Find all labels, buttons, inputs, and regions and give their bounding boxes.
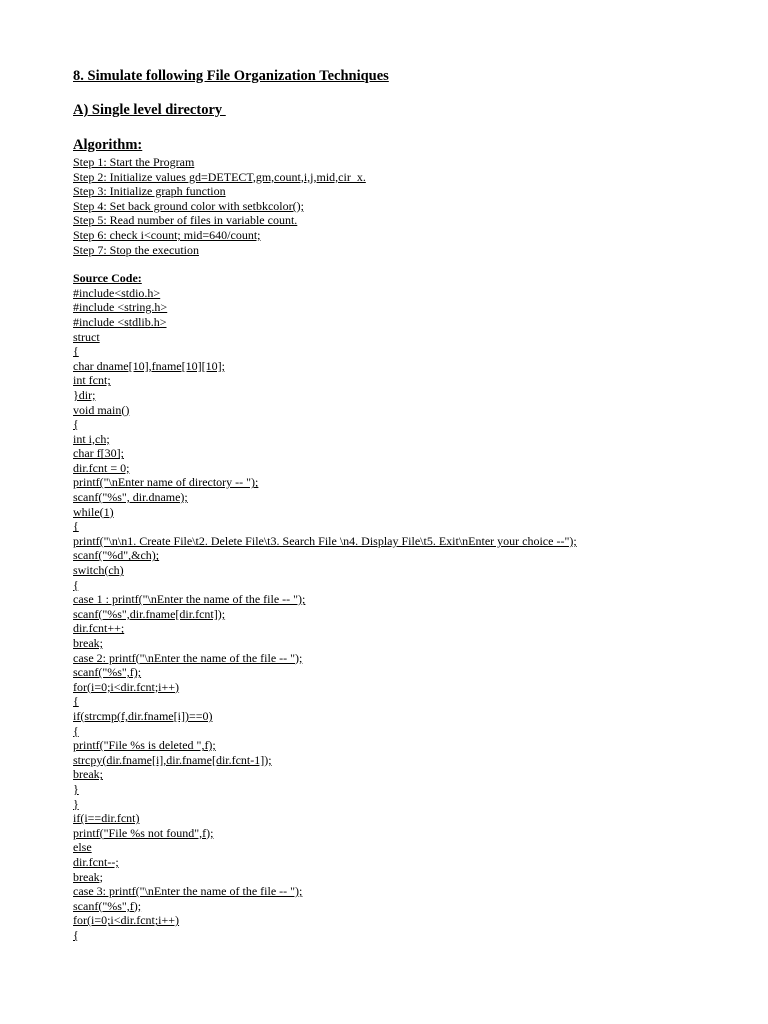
code-line: #include <string.h> — [73, 300, 168, 315]
document-title: 8. Simulate following File Organization Techniques — [73, 68, 389, 84]
source-code-block — [73, 286, 748, 943]
code-line: scanf("%s",dir.fname[dir.fcnt]); — [73, 606, 226, 621]
code-line: scanf("%s",f); — [73, 665, 142, 680]
section-subtitle: A) Single level directory — [73, 102, 226, 118]
code-line: { — [73, 519, 79, 534]
algorithm-steps — [73, 155, 748, 257]
code-line: { — [73, 577, 79, 592]
code-line: strcpy(dir.fname[i],dir.fname[dir.fcnt-1]); — [73, 752, 272, 767]
code-line: printf("File %s is deleted ",f); — [73, 738, 216, 753]
algorithm-step: Step 6: check i<count; mid=640/count; — [73, 227, 261, 242]
algorithm-step: Step 4: Set back ground color with setbkcolor(); — [73, 198, 304, 213]
code-line: } — [73, 796, 79, 811]
code-line: char f[30]; — [73, 446, 124, 461]
code-line: char dname[10],fname[10][10]; — [73, 358, 225, 373]
algorithm-step: Step 5: Read number of files in variable count. — [73, 213, 298, 228]
algorithm-step: Step 1: Start the Program — [73, 155, 195, 169]
code-line: case 3: printf("\nEnter the name of the file -- "); — [73, 884, 303, 899]
code-line: scanf("%s",f); — [73, 898, 142, 913]
code-line: int i,ch; — [73, 431, 110, 446]
code-line: printf("\nEnter name of directory -- "); — [73, 475, 259, 490]
code-line: for(i=0;i<dir.fcnt;i++) — [73, 679, 180, 694]
code-line: { — [73, 927, 79, 942]
code-line: struct — [73, 329, 100, 344]
code-line: break; — [73, 767, 103, 782]
algorithm-step: Step 2: Initialize values gd=DETECT,gm,count,i,j,mid,cir_x. — [73, 169, 366, 184]
code-line: { — [73, 694, 79, 709]
code-line: case 2: printf("\nEnter the name of the file -- "); — [73, 650, 303, 665]
code-line: case 1 : printf("\nEnter the name of the file -- "); — [73, 592, 306, 607]
source-code-heading: Source Code: — [73, 271, 142, 286]
code-line: #include<stdio.h> — [73, 285, 161, 300]
code-line: { — [73, 417, 79, 432]
code-line: printf("File %s not found",f); — [73, 825, 214, 840]
code-line: switch(ch) — [73, 563, 124, 578]
code-line: else — [73, 840, 92, 855]
code-line: printf("\n\n1. Create File\t2. Delete File\t3. Search File \n4. Display File\t5. Exit\nEnter your choice --"); — [73, 533, 577, 548]
code-line: { — [73, 723, 79, 738]
code-line: }dir; — [73, 387, 96, 402]
code-line: break; — [73, 636, 103, 650]
code-line: dir.fcnt = 0; — [73, 460, 130, 475]
code-line: void main() — [73, 402, 130, 417]
code-line: { — [73, 344, 79, 359]
document-page — [73, 66, 748, 942]
code-line: while(1) — [73, 504, 114, 519]
algorithm-step: Step 7: Stop the execution — [73, 242, 199, 257]
code-line: if(strcmp(f,dir.fname[i])==0) — [73, 708, 213, 723]
code-line: if(i==dir.fcnt) — [73, 811, 140, 826]
code-line: } — [73, 781, 79, 796]
code-line: scanf("%s", dir.dname); — [73, 490, 188, 505]
code-line: int fcnt; — [73, 373, 111, 388]
code-line: break; — [73, 869, 103, 884]
code-line: for(i=0;i<dir.fcnt;i++) — [73, 913, 180, 928]
code-line: dir.fcnt--; — [73, 854, 119, 869]
algorithm-heading: Algorithm: — [73, 137, 143, 153]
algorithm-step: Step 3: Initialize graph function — [73, 184, 226, 199]
code-line: #include <stdlib.h> — [73, 314, 167, 329]
code-line: dir.fcnt++; — [73, 621, 125, 636]
code-line: scanf("%d",&ch); — [73, 548, 160, 563]
